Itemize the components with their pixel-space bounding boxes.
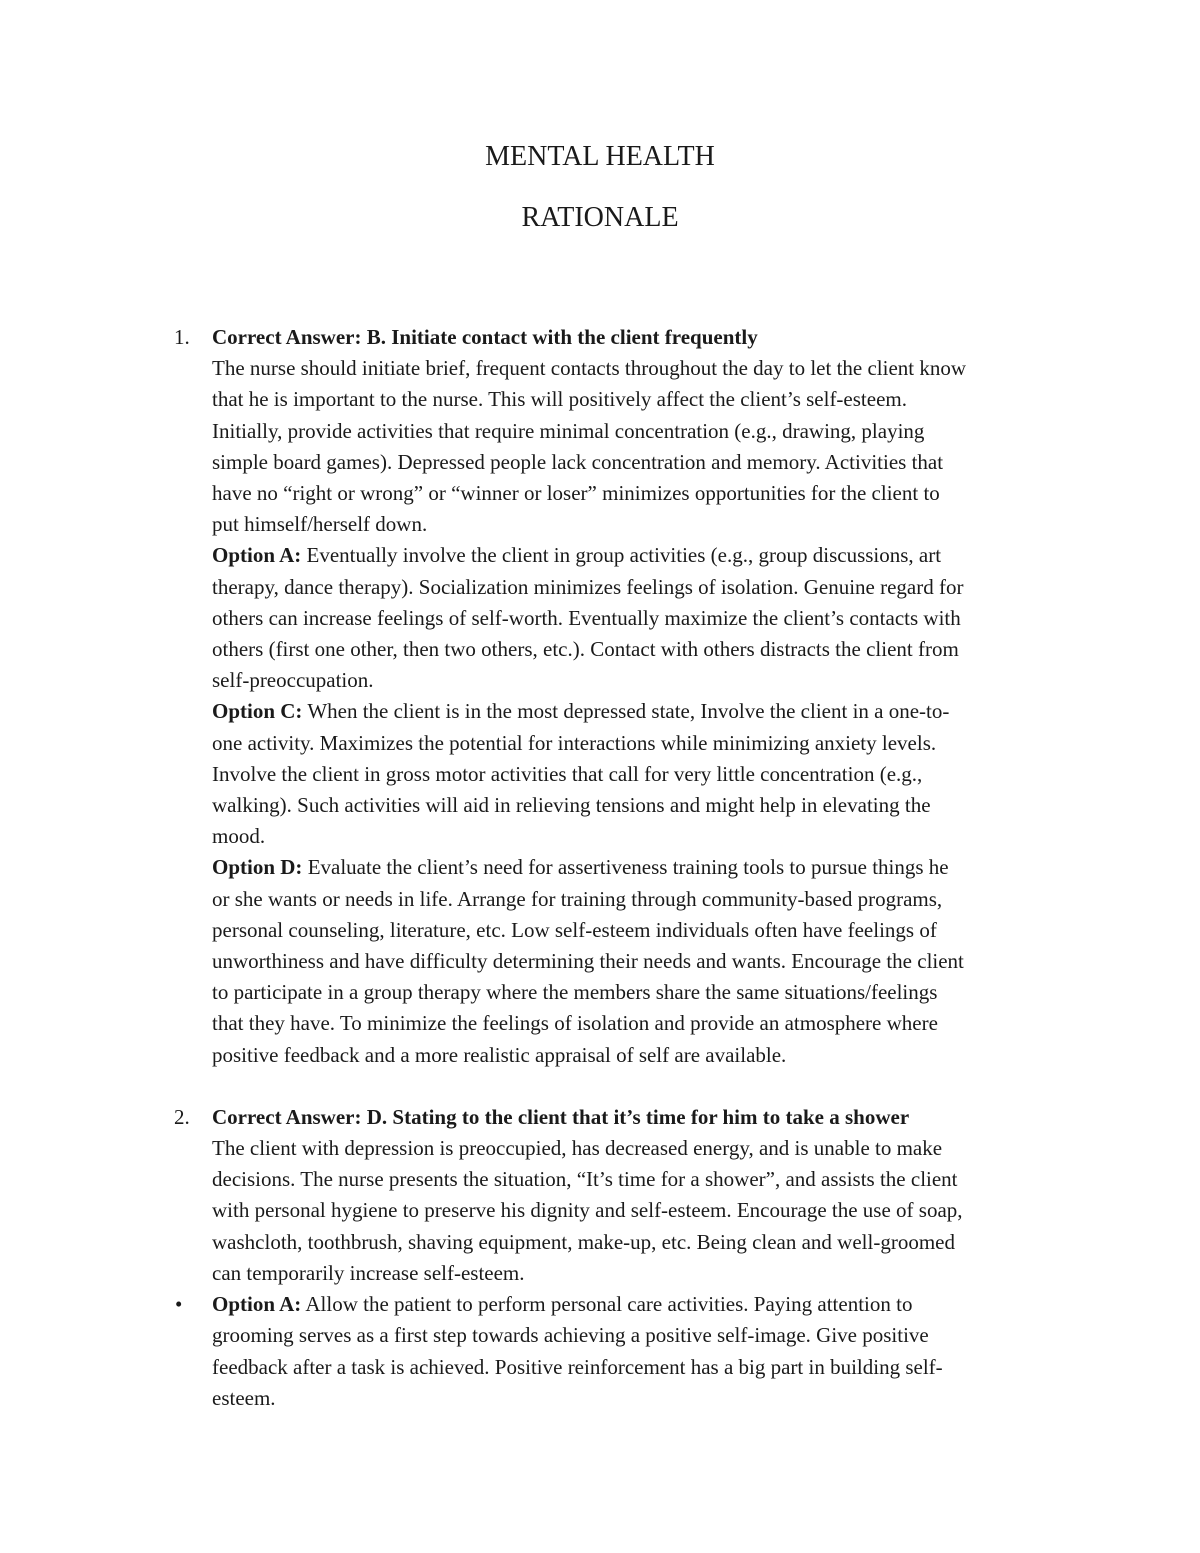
rationale-line: The nurse should initiate brief, frequent contacts throughout the day to let the client know — [212, 356, 967, 381]
option-line: to participate in a group therapy where the members share the same situations/feelings — [212, 980, 938, 1005]
rationale-line: washcloth, toothbrush, shaving equipment, make-up, etc. Being clean and well-groomed — [212, 1229, 955, 1254]
rationale-line: with personal hygiene to preserve his dignity and self-esteem. Encourage the use of soap, — [212, 1198, 963, 1223]
correct-answer-line — [212, 1102, 1062, 1133]
option-line: personal counseling, literature, etc. Low self-esteem individuals often have feelings of — [212, 917, 937, 942]
list-item — [0, 322, 1062, 1071]
bullet-icon: • — [175, 1292, 183, 1317]
answer-text: B. Initiate contact with the client frequently — [366, 325, 758, 349]
correct-answer-line — [212, 322, 1062, 353]
option-line: others (first one other, then two others, etc.). Contact with others distracts the client from — [212, 637, 959, 662]
option-line: mood. — [212, 824, 266, 849]
option-line: positive feedback and a more realistic appraisal of self are available. — [212, 1042, 787, 1067]
bullet-item — [0, 1289, 1062, 1414]
option-first-line — [212, 540, 1062, 571]
option-text: Evaluate the client’s need for assertiveness training tools to pursue things he — [307, 855, 949, 880]
option-line: or she wants or needs in life. Arrange for training through community-based programs, — [212, 886, 943, 911]
option-line: grooming serves as a first step towards achieving a positive self-image. Give positive — [212, 1323, 929, 1348]
answer-text: D. Stating to the client that it’s time for him to take a shower — [366, 1104, 910, 1129]
rationale-line: can temporarily increase self-esteem. — [212, 1260, 525, 1285]
answer-label: Correct Answer: — [212, 325, 362, 349]
option-line: self-preoccupation. — [212, 668, 374, 693]
option-label: Option D: — [212, 855, 303, 880]
rationale-line: decisions. The nurse presents the situation, “It’s time for a shower”, and assists the client — [212, 1167, 958, 1192]
title-block — [0, 140, 1200, 235]
answer-label: Correct Answer: — [212, 1104, 362, 1129]
rationale-list — [0, 322, 1200, 1414]
option-line: unworthiness and have difficulty determining their needs and wants. Encourage the client — [212, 949, 964, 974]
option-label: Option A: — [212, 1292, 302, 1317]
document-title: MENTAL HEALTH — [485, 141, 715, 172]
item-number: 2. — [174, 1104, 190, 1129]
option-first-line — [212, 852, 1062, 883]
option-label: Option C: — [212, 699, 303, 724]
option-line: esteem. — [212, 1385, 276, 1410]
option-line: that they have. To minimize the feelings of isolation and provide an atmosphere where — [212, 1011, 938, 1036]
option-line: feedback after a task is achieved. Positive reinforcement has a big part in building self- — [212, 1354, 943, 1379]
option-text: Eventually involve the client in group activities (e.g., group discussions, art — [306, 543, 942, 568]
rationale-line: that he is important to the nurse. This will positively affect the client’s self-esteem. — [212, 387, 907, 412]
option-line: Involve the client in gross motor activities that call for very little concentration (e.g., — [212, 761, 923, 786]
document-subtitle: RATIONALE — [521, 202, 679, 233]
option-text: When the client is in the most depressed state, Involve the client in a one-to- — [307, 699, 950, 724]
rationale-line: Initially, provide activities that require minimal concentration (e.g., drawing, playing — [212, 418, 925, 443]
rationale-line: simple board games). Depressed people lack concentration and memory. Activities that — [212, 449, 944, 474]
option-line: one activity. Maximizes the potential for interactions while minimizing anxiety levels. — [212, 730, 937, 755]
option-first-line — [212, 696, 1062, 727]
option-line: walking). Such activities will aid in relieving tensions and might help in elevating the — [212, 793, 931, 818]
option-text: Allow the patient to perform personal care activities. Paying attention to — [305, 1292, 913, 1317]
item-number: 1. — [174, 325, 190, 349]
option-label: Option A: — [212, 543, 302, 568]
option-first-line — [212, 1289, 1062, 1320]
rationale-line: put himself/herself down. — [212, 512, 428, 537]
rationale-line: The client with depression is preoccupied, has decreased energy, and is unable to make — [212, 1136, 943, 1161]
rationale-line: have no “right or wrong” or “winner or loser” minimizes opportunities for the client to — [212, 481, 940, 506]
option-line: others can increase feelings of self-worth. Eventually maximize the client’s contacts with — [212, 605, 961, 630]
list-item — [0, 1102, 1062, 1289]
option-line: therapy, dance therapy). Socialization minimizes feelings of isolation. Genuine regard for — [212, 574, 964, 599]
